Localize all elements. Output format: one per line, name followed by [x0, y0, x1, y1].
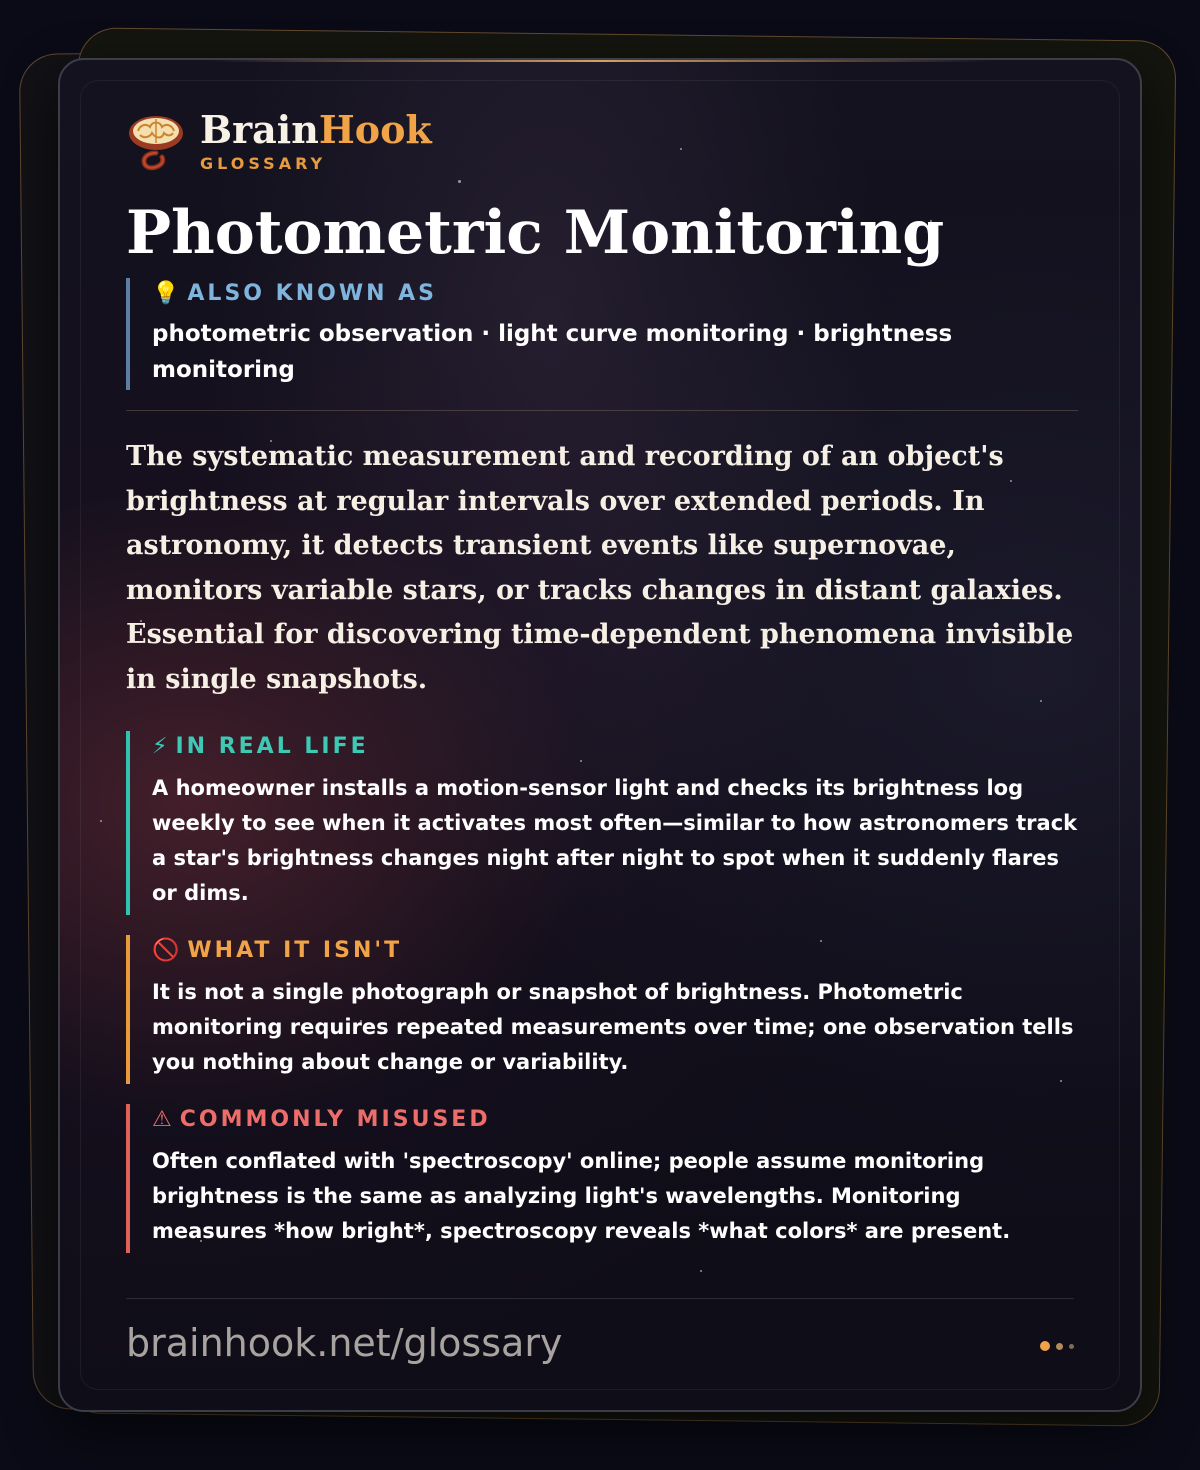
card-footer [126, 1298, 1074, 1389]
in-real-life-heading: ⚡ IN REAL LIFE [152, 733, 369, 759]
brand-subtitle: GLOSSARY [200, 153, 327, 173]
also-known-as-text: photometric observation · light curve monitoring · brightness monitoring [152, 321, 953, 383]
what-it-isnt-heading: 🚫 WHAT IT ISN'T [152, 937, 403, 963]
lightning-icon: ⚡ [152, 733, 168, 759]
prohibited-icon: 🚫 [152, 937, 180, 963]
dot-indicator [1069, 1344, 1074, 1349]
dot-indicator [1056, 1343, 1063, 1350]
also-known-as-box [126, 278, 1078, 390]
pagination-dots [1034, 1341, 1074, 1351]
glossary-card [58, 58, 1142, 1412]
lightbulb-icon: 💡 [152, 281, 180, 306]
card-content [126, 106, 1078, 1253]
term-title: Photometric Monitoring [126, 198, 945, 268]
also-known-as-heading: 💡 ALSO KNOWN AS [152, 281, 438, 306]
dot-indicator [1040, 1341, 1050, 1351]
warning-icon: ⚠ [152, 1106, 172, 1132]
commonly-misused-box [126, 1104, 1078, 1253]
commonly-misused-text: Often conflated with 'spectroscopy' online; people assume monitoring brightness is the same as analyzing light's wavelengths. Monitoring measures *how bright*, spectroscopy reveals *what colors* are present. [152, 1148, 1011, 1243]
in-real-life-box [126, 731, 1078, 915]
section-divider [126, 410, 1078, 411]
brand-header [126, 106, 1078, 176]
definition-text: The systematic measurement and recording of an object's brightness at regular intervals over extended periods. In astronomy, it detects transient events like supernovae, monitors variable stars, or tracks changes in distant galaxies. Essential for discovering time-dependent phenomena invisible in single snapshots. [126, 441, 1074, 695]
card-top-glow [210, 60, 990, 62]
in-real-life-text: A homeowner installs a motion-sensor light and checks its brightness log weekly to see when it activates most often—similar to how astronomers track a star's brightness changes night after night to spot when it suddenly flares or dims. [152, 775, 1078, 905]
what-it-isnt-text: It is not a single photograph or snapshot of brightness. Photometric monitoring requires repeated measurements over time; one observation tells you nothing about change or variability. [152, 979, 1074, 1074]
what-it-isnt-box [126, 935, 1078, 1084]
footer-url-link[interactable]: brainhook.net/glossary [126, 1321, 563, 1365]
brand-name: BrainHook [200, 106, 432, 152]
brain-hook-icon [126, 111, 186, 171]
commonly-misused-heading: ⚠ COMMONLY MISUSED [152, 1106, 491, 1132]
